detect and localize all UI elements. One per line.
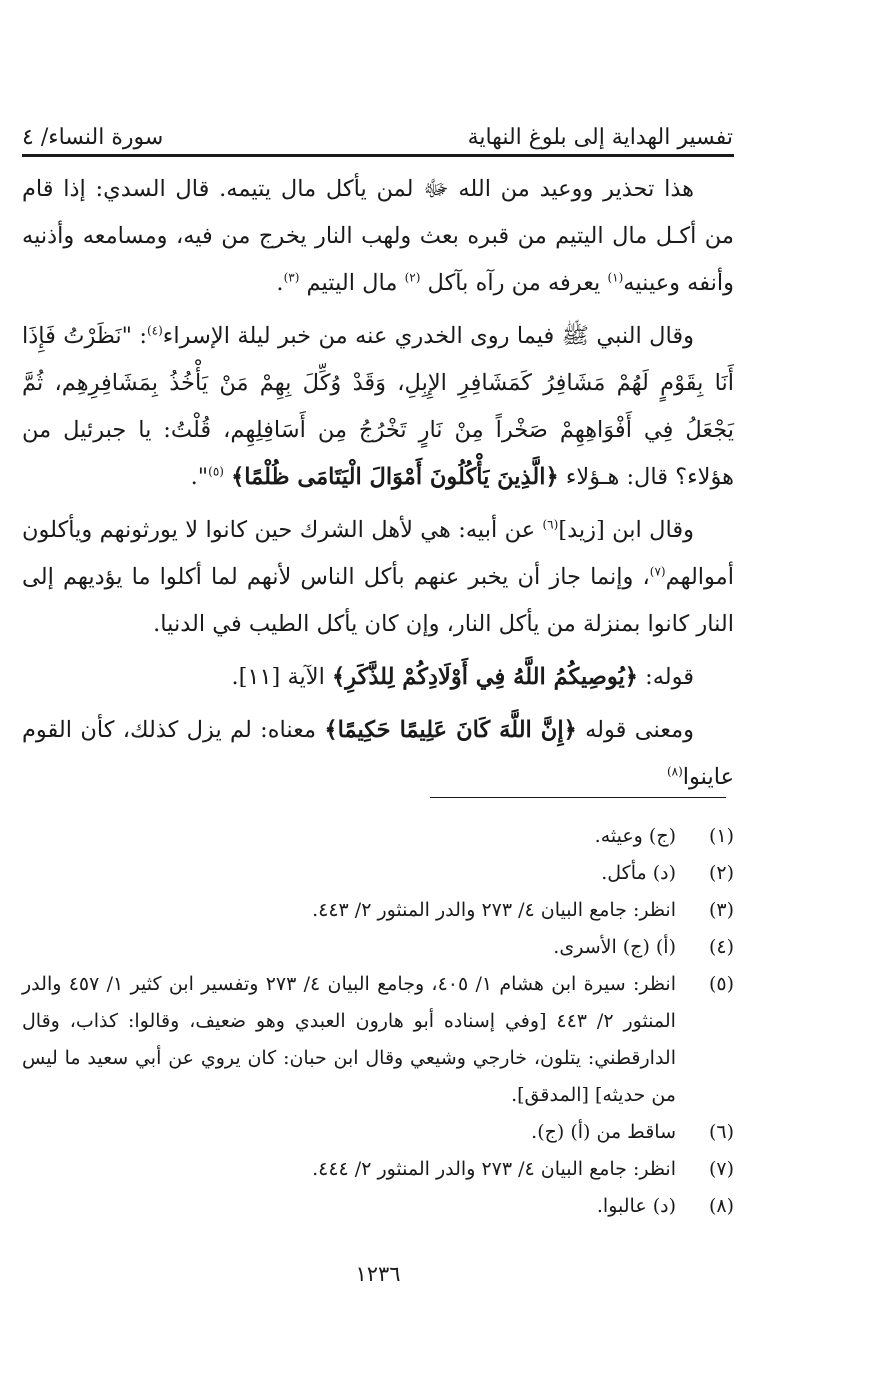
footnote-item: (٧) انظر: جامع البيان ٤/ ٢٧٣ والدر المنثور ٢/ ٤٤٤. — [312, 1158, 734, 1180]
footnote-item: (٣) انظر: جامع البيان ٤/ ٢٧٣ والدر المنثور ٢/ ٤٤٣. — [312, 899, 734, 921]
paragraph-5: ومعنى قوله ﴿إِنَّ اللَّهَ كَانَ عَلِيمًا حَكِيمًا﴾ معناه: لم يزل كذلك، كأن القوم عاينوا$^{(٨)}$ — [22, 717, 734, 790]
main-text — [22, 166, 734, 807]
footnote-item: (١) (ج) وعيثه. — [594, 825, 734, 847]
quran-verse: ﴿الَّذِينَ يَأْكُلُونَ أَمْوَالَ الْيَتَامَى ظُلْمًا﴾ — [231, 464, 559, 490]
header-divider — [22, 154, 734, 157]
paragraph-1: هذا تحذير ووعيد من الله ﷻ لمن يأكل مال يتيمه. قال السدي: إذا قام من أكـل مال اليتيم من قبره بعث ولهب النار يخرج من فيه، ومسامعه وأذنيه وأنفه وعينيه$^{(١)}$ يعرفه من رآه بآكل $^{(٢)}$ مال اليتيم $^{(٣)}$. — [22, 176, 734, 296]
quran-verse: ﴿يُوصِيكُمُ اللَّهُ فِي أَوْلَادِكُمْ لِلذَّكَرِ﴾ — [332, 664, 638, 690]
footnote-divider — [430, 797, 726, 798]
paragraph-4: قوله: ﴿يُوصِيكُمُ اللَّهُ فِي أَوْلَادِكُمْ لِلذَّكَرِ﴾ الآية [١١]. — [231, 664, 694, 690]
running-header — [22, 110, 733, 150]
footnotes-list — [22, 818, 734, 1225]
footnote-item: (٤) (أ) (ج) الأسرى. — [553, 936, 734, 958]
paragraph-2: وقال النبي ﷺ فيما روى الخدري عنه من خبر ليلة الإسراء$^{(٤)}$: "نَظَرْتُ فَإِذَا أَنَا بِقَوْمٍ لَهُمْ مَشَافِرُ كَمَشَافِرِ الإِبِلِ، وَقَدْ وُكِّلَ بِهِمْ مَنْ يَأْخُذُ بِمَشَافِرِهِم، ثُمَّ يَجْعَلُ فِي أَفْوَاهِهِمْ صَخْراً مِنْ نَارٍ تَخْرُجُ مِن أَسَافِلِهِم، قُلْتُ: يا جبرئيل من هؤلاء؟ قال: هـؤلاء ﴿الَّذِينَ يَأْكُلُونَ أَمْوَالَ الْيَتَامَى ظُلْمًا﴾ $^{(٥)}$". — [22, 323, 734, 490]
footnote-item: (٨) (د) عالبوا. — [596, 1195, 734, 1217]
footnote-item: (٥) انظر: سيرة ابن هشام ١/ ٤٠٥، وجامع البيان ٤/ ٢٧٣ وتفسير ابن كثير ١/ ٤٥٧ والدر المنثور ٢/ ٤٤٣ [وفي إسناده أبو هارون العبدي وهو ضعيف، وقالوا: كذاب، وقال الدارقطني: يتلون، خارجي وشيعي وقال ابن حبان: كان يروي عن أبي سعيد ما ليس من حديثه] [المدقق]. — [22, 973, 734, 1106]
book-title: تفسير الهداية إلى بلوغ النهاية — [467, 125, 733, 150]
surah-label: سورة النساء/ ٤ — [22, 125, 164, 150]
paragraph-3: وقال ابن [زيد]$^{(٦)}$ عن أبيه: هي لأهل الشرك حين كانوا لا يورثونهم ويأكلون أموالهم$^{(٧)}$، وإنما جاز أن يخبر عنهم بأكل الناس لأنهم لما أكلوا ما يؤديهم إلى النار كانوا بمنزلة من يأكل النار، وإن كان يأكل الطيب في الدنيا. — [22, 517, 734, 637]
footnote-item: (٦) ساقط من (أ) (ج). — [531, 1121, 734, 1143]
quran-verse: ﴿إِنَّ اللَّهَ كَانَ عَلِيمًا حَكِيمًا﴾ — [324, 717, 577, 743]
page-number: ١٢٣٦ — [355, 1262, 401, 1286]
footnote-item: (٢) (د) مأكل. — [601, 862, 734, 884]
